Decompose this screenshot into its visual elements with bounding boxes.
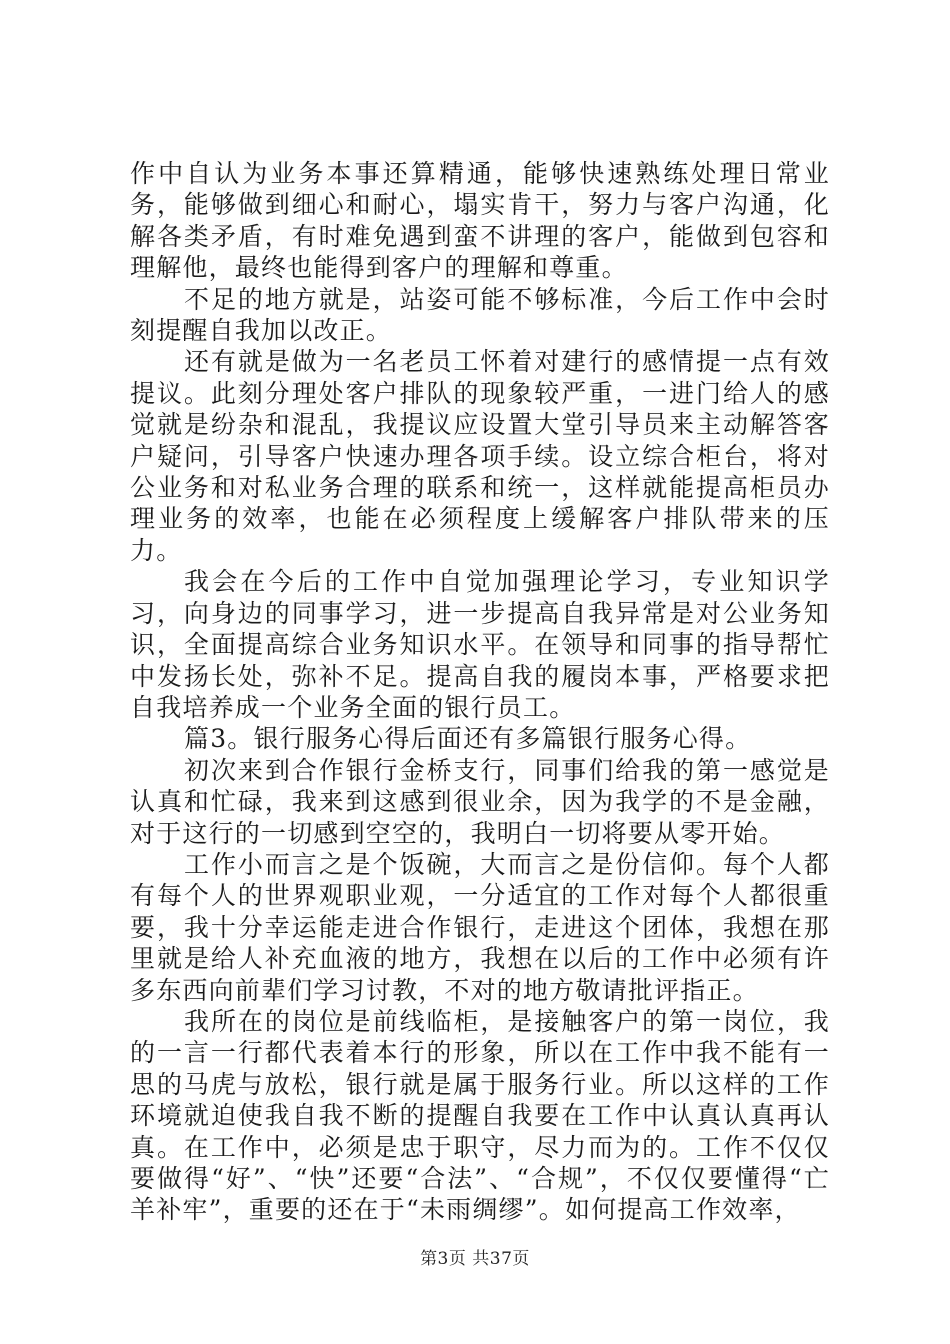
paragraph-7: 工作小而言之是个饭碗，大而言之是份信仰。每个人都有每个人的世界观职业观，一分适宜的工作对每个人都很重要，我十分幸运能走进合作银行，走进这个团体，我想在那里就是给人补充血液的地方，我想在以后的工作中必须有许多东西向前辈们学习讨教，不对的地方敬请批评指正。 <box>130 849 830 1005</box>
paragraph-5-section-heading: 篇3。银行服务心得后面还有多篇银行服务心得。 <box>184 724 752 754</box>
paragraph-3: 还有就是做为一名老员工怀着对建行的感情提一点有效提议。此刻分理处客户排队的现象较严重，一进门给人的感觉就是纷杂和混乱，我提议应设置大堂引导员来主动解答客户疑问，引导客户快速办理各项手续。设立综合柜台，将对公业务和对私业务合理的联系和统一，这样就能提高柜员办理业务的效率，也能在必须程度上缓解客户排队带来的压力。 <box>130 347 830 565</box>
document-body <box>130 158 830 1226</box>
paragraph-2: 不足的地方就是，站姿可能不够标准，今后工作中会时刻提醒自我加以改正。 <box>130 284 830 346</box>
paragraph-6: 初次来到合作银行金桥支行，同事们给我的第一感觉是认真和忙碌，我来到这感到很业余，因为我学的不是金融，对于这行的一切感到空空的，我明白一切将要从零开始。 <box>130 755 830 848</box>
paragraph-1: 作中自认为业务本事还算精通，能够快速熟练处理日常业务，能够做到细心和耐心，塌实肯干，努力与客户沟通，化解各类矛盾，有时难免遇到蛮不讲理的客户，能做到包容和理解他，最终也能得到客户的理解和尊重。 <box>130 159 830 283</box>
paragraph-8: 我所在的岗位是前线临柜，是接触客户的第一岗位，我的一言一行都代表着本行的形象，所以在工作中我不能有一思的马虎与放松，银行就是属于服务行业。所以这样的工作环境就迫使我自我不断的提醒自我要在工作中认真认真再认真。在工作中，必须是忠于职守，尽力而为的。工作不仅仅要做得“好”、“快”还要“合法”、“合规”，不仅仅要懂得“亡羊补牢”，重要的还在于“未雨绸缪”。如何提高工作效率， <box>130 1006 830 1225</box>
paragraph-4: 我会在今后的工作中自觉加强理论学习，专业知识学习，向身边的同事学习，进一步提高自我异常是对公业务知识，全面提高综合业务知识水平。在领导和同事的指导帮忙中发扬长处，弥补不足。提高自我的履岗本事，严格要求把自我培养成一个业务全面的银行员工。 <box>130 567 830 722</box>
page-number-footer: 第3页 共37页 <box>420 1249 530 1269</box>
